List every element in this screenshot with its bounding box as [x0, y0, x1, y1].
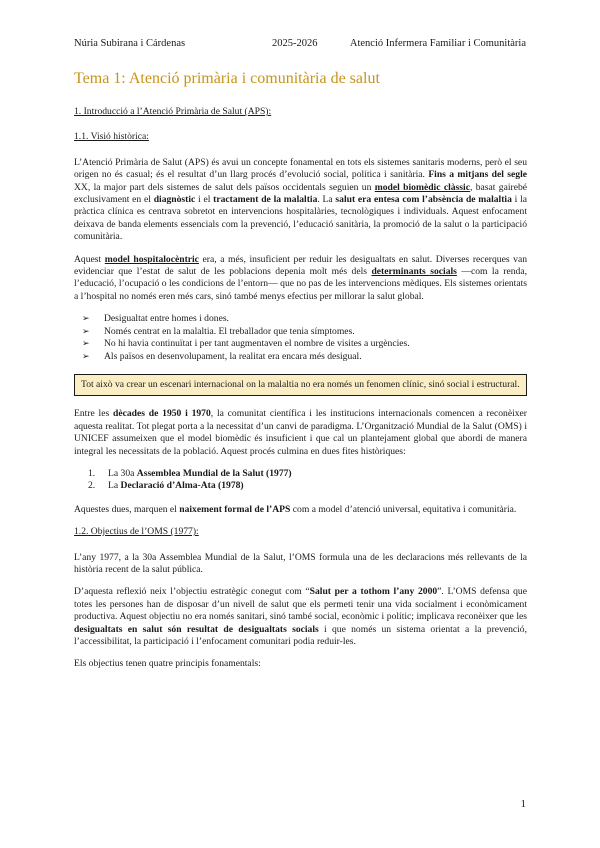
paragraph-5: L’any 1977, a la 30a Assemblea Mundial de la Salut, l’OMS formula una de les declaracions més rellevants de la història recent de la salut pública. [74, 551, 527, 575]
section-heading-1: 1. Introducció a l’Atenció Primària de Salut (APS): [74, 106, 272, 117]
highlight-box: Tot això va crear un escenari internacional on la malaltia no era només un fenomen clínic, sinó social i estructural. [74, 374, 527, 396]
paragraph-1: L’Atenció Primària de Salut (APS) és avui un concepte fonamental en tots els sistemes sanitaris moderns, però el seu origen no és casual; és el resultat d’un llarg procés d’evolució social, política i sanitària. Fins a mitjans del segle XX, la major part dels sistemes de salut dels països occidentals seguien un model biomèdic clàssic, basat gairebé exclusivament en el diagnòstic i el tractament de la malaltia. La salut era entesa com l’absència de malaltia i la pràctica clínica es centrava sobretot en intervencions hospitalàries, tecnològiques i individuals. Aquest enfocament deixava de banda elements essencials com la prevenció, l’educació sanitària, la promoció de la salut o la participació comunitària. [74, 156, 528, 243]
list-item: ➢ Als països en desenvolupament, la realitat era encara més desigual. [82, 351, 527, 363]
document-title: Tema 1: Atenció primària i comunitària de salut [74, 70, 380, 87]
paragraph-7: Els objectius tenen quatre principis fonamentals: [74, 658, 261, 670]
bullet-list [74, 313, 527, 363]
page-number: 1 [520, 798, 526, 810]
paragraph-2: Aquest model hospitalocèntric era, a més, insuficient per reduir les desigualtats en salut. Diverses recerques van evidenciar que l’estat de salut de les poblacions depenia molt més dels determinants socials —com la renda, l’educació, l’ocupació o les condicions de l’entorn— que no pas de les intervencions mèdiques. Els sistemes orientats a l’hospital no només eren més cars, sinó també menys efectius per millorar la salut global. [74, 253, 528, 302]
header-author: Núria Subirana i Cárdenas [74, 38, 186, 49]
header-year: 2025-2026 [272, 38, 318, 49]
list-item: ➢ No hi havia continuïtat i per tant augmentaven el nombre de visites a urgències. [82, 338, 527, 350]
paragraph-6: D’aquesta reflexió neix l’objectiu estratègic conegut com “Salut per a tothom l’any 2000”. L’OMS defensa que totes les persones han de disposar d’un nivell de salut que els permeti tenir una vida socialment i econòmicament productiva. Aquest objectiu no era només sanitari, sinó també social, econòmic i polític; implicava reconèixer que les desigualtats en salut són resultat de desigualtats socials i que només un sistema orientat a la prevenció, l’accessibilitat, la participació i l’enfocament comunitari podia reduir-les. [74, 586, 527, 647]
document-body [74, 106, 527, 681]
list-item: ➢ Desigualtat entre homes i dones. [82, 313, 527, 325]
paragraph-3: Entre les dècades de 1950 i 1970, la comunitat científica i les institucions internacionals comencen a reconèixer aquesta realitat. Tot plegat porta a la necessitat d’un canvi de paradigma. L’Organització Mundial de la Salut (OMS) i UNICEF assumeixen que el model biomèdic és insuficient i que cal un plantejament global que abordi de manera integral les necessitats de la població. Aquest procés culmina en dues fites històriques: [74, 408, 528, 457]
paragraph-4: Aquestes dues, marquen el naixement formal de l’APS com a model d’atenció universal, equitativa i comunitària. [74, 503, 517, 515]
numbered-list [74, 468, 527, 493]
section-heading-1-2: 1.2. Objectius de l’OMS (1977): [74, 526, 199, 538]
list-item: ➢ Només centrat en la malaltia. El treballador que tenia símptomes. [82, 326, 527, 338]
list-item: 1. La 30a Assemblea Mundial de la Salut (1977) [88, 467, 292, 479]
list-item: 2. La Declaració d’Alma-Ata (1978) [88, 480, 244, 492]
header-course: Atenció Infermera Familiar i Comunitària [349, 38, 526, 49]
section-heading-1-1: 1.1. Visió històrica: [74, 131, 149, 143]
